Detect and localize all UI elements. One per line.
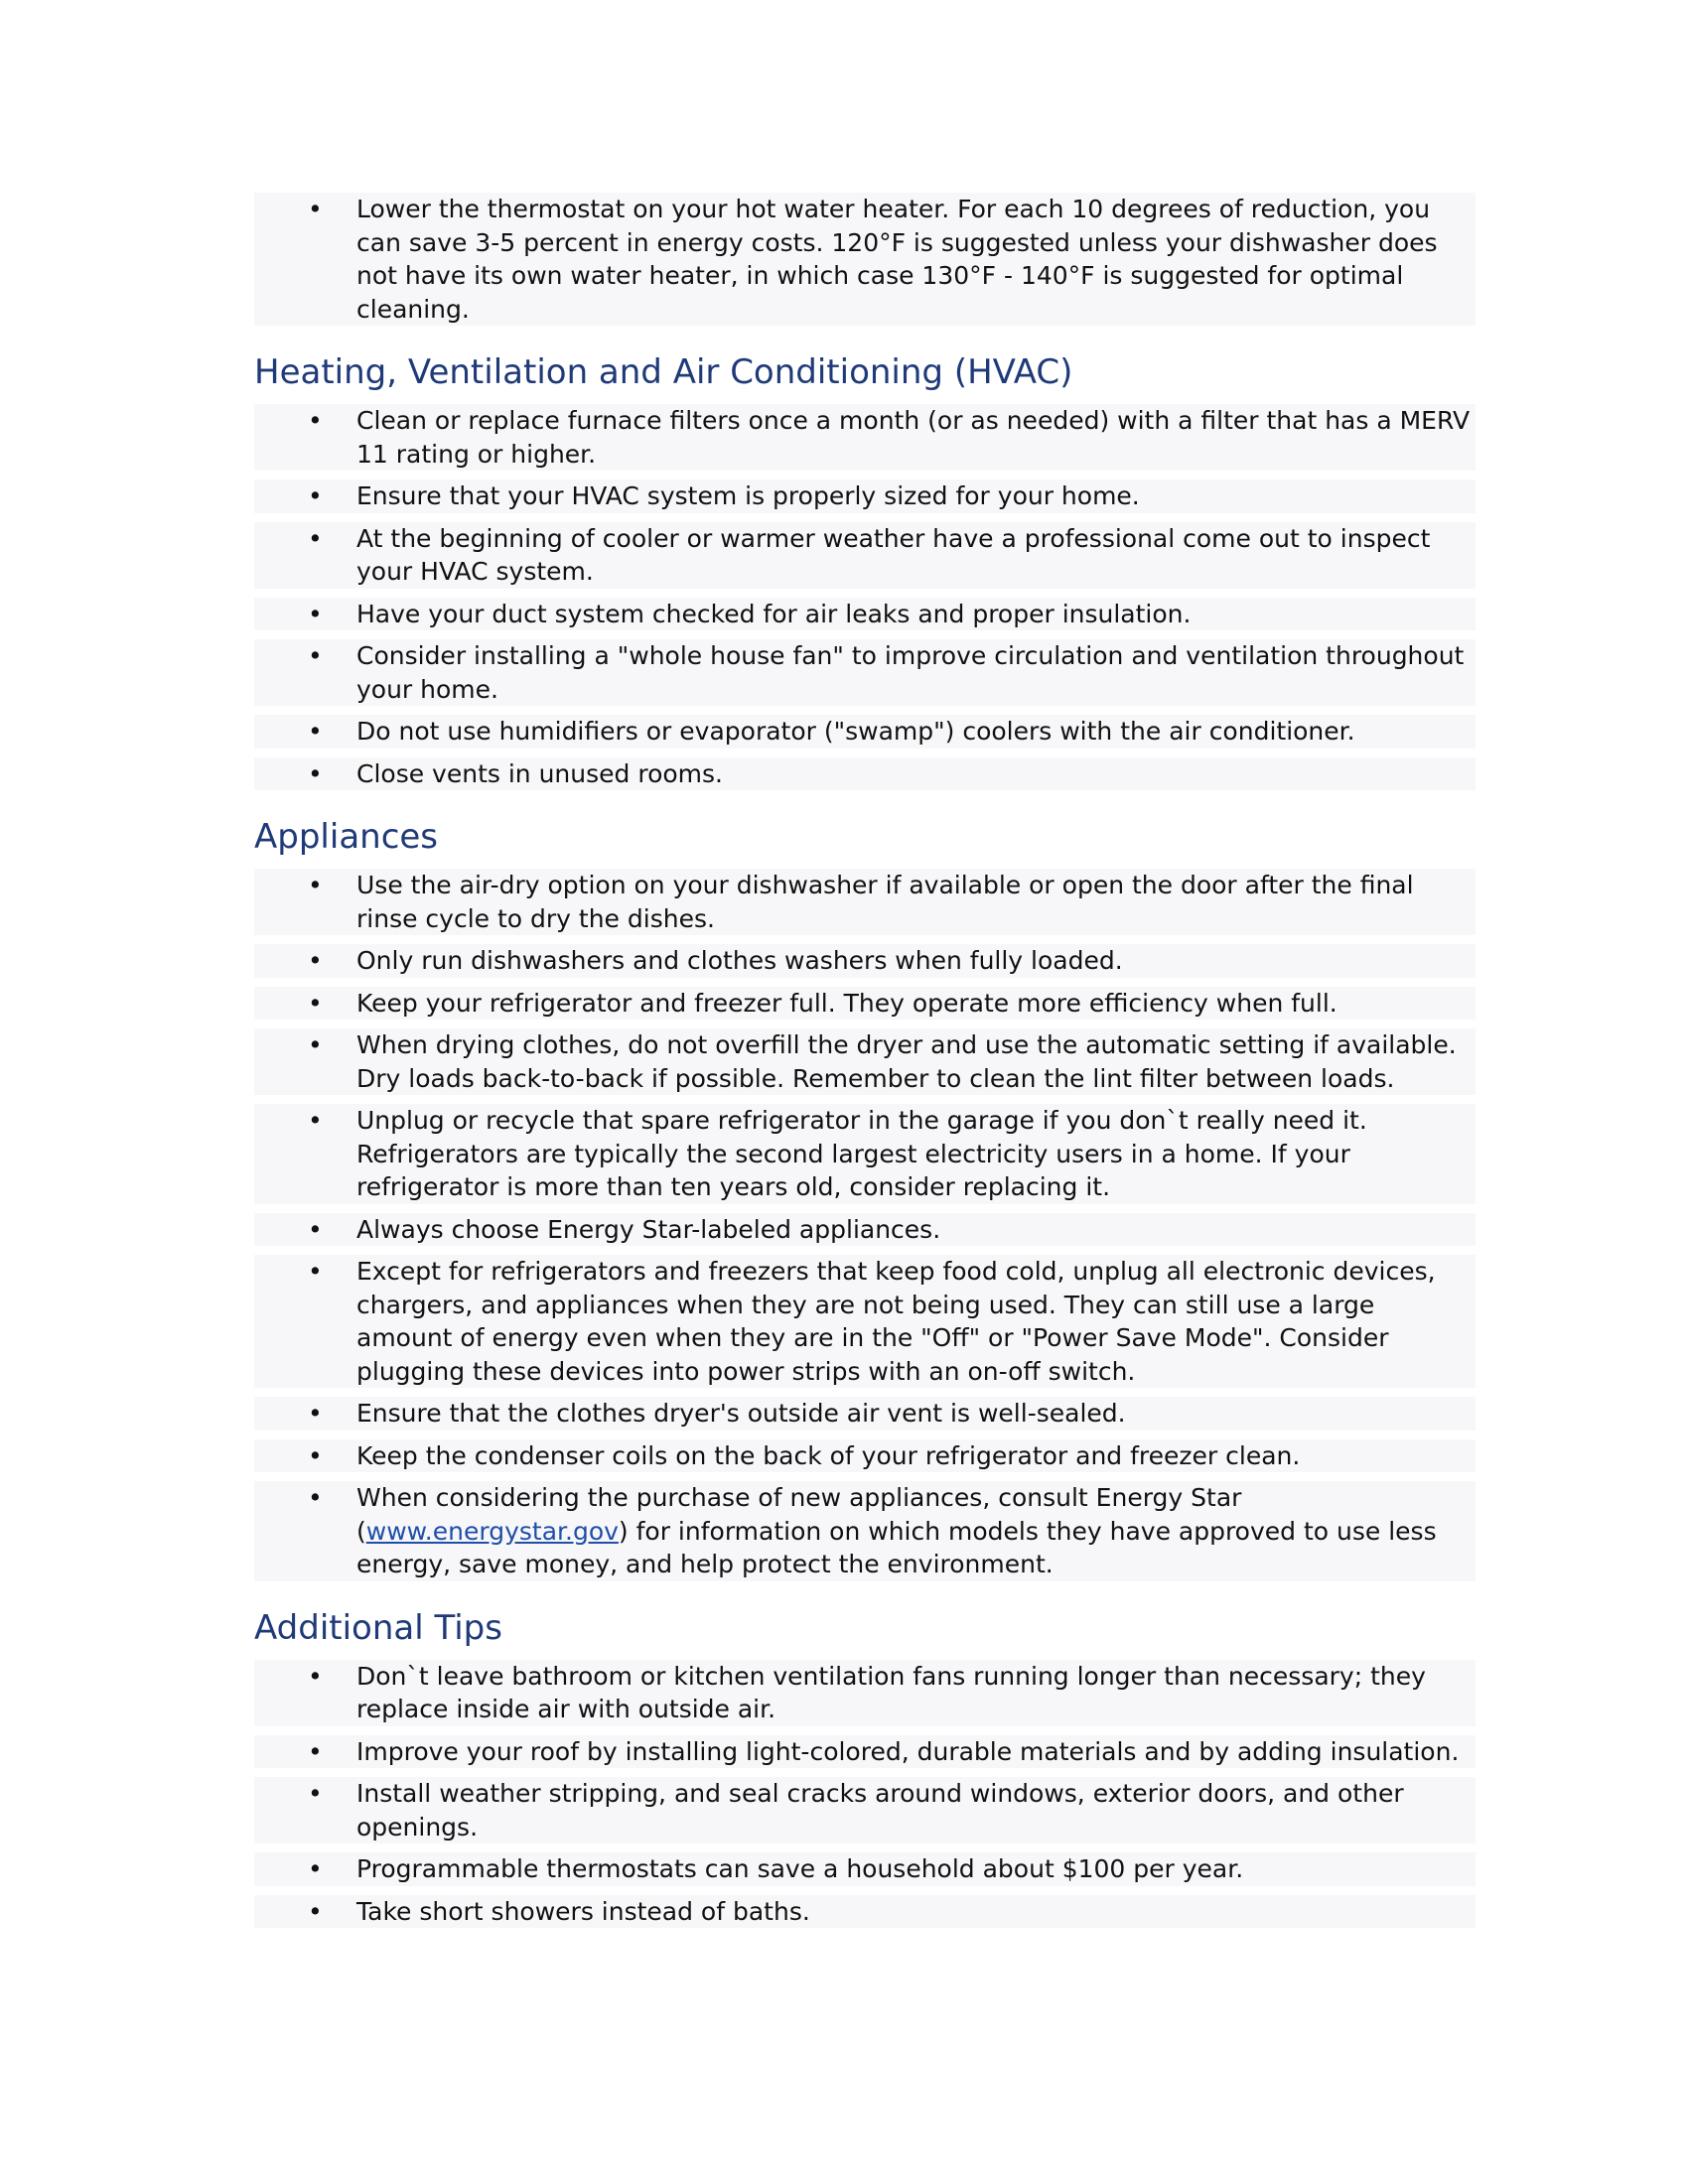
- bullet-icon: •: [308, 599, 323, 628]
- list-item-text: At the beginning of cooler or warmer weather have a professional come out to inspect your HVAC system.: [356, 523, 1431, 586]
- list-item-energy-star: [254, 1481, 1476, 1581]
- bullet-icon: •: [308, 946, 323, 975]
- list-item: [254, 1777, 1476, 1843]
- list-item-text: Lower the thermostat on your hot water heater. For each 10 degrees of reduction, you can save 3-5 percent in energy costs. 120°F is suggested unless your dishwasher does not have its own water heater, in which case 130°F - 140°F is suggested for optimal cleaning.: [356, 195, 1438, 324]
- section-title-hvac: Heating, Ventilation and Air Conditioning (HVAC): [254, 352, 1073, 392]
- list-item: [254, 1660, 1476, 1726]
- bullet-icon: •: [308, 1483, 323, 1512]
- list-item-text: Consider installing a "whole house fan" to improve circulation and ventilation throughout your home.: [356, 641, 1465, 704]
- list-item: [254, 1735, 1476, 1769]
- list-item: [254, 944, 1476, 978]
- list-item: [254, 639, 1476, 706]
- list-item: [254, 1439, 1476, 1473]
- list-item: [254, 869, 1476, 935]
- bullet-icon: •: [308, 1399, 323, 1428]
- list-item-text: Ensure that your HVAC system is properly sized for your home.: [356, 481, 1140, 510]
- bullet-icon: •: [308, 1214, 323, 1244]
- list-item-text: Always choose Energy Star-labeled appliances.: [356, 1214, 941, 1244]
- list-item-text: Improve your roof by installing light-colored, durable materials and by adding insulation.: [356, 1736, 1460, 1766]
- bullet-icon: •: [308, 1030, 323, 1059]
- list-item: [254, 598, 1476, 631]
- bullet-icon: •: [308, 1854, 323, 1883]
- section-title-additional-tips: Additional Tips: [254, 1607, 502, 1648]
- bullet-icon: •: [308, 481, 323, 510]
- bullet-icon: •: [308, 1440, 323, 1470]
- list-item-text: Keep your refrigerator and freezer full. They operate more efficiency when full.: [356, 988, 1337, 1018]
- list-item-text: Install weather stripping, and seal cracks around windows, exterior doors, and other openings.: [356, 1779, 1404, 1842]
- list-item: [254, 757, 1476, 791]
- bullet-icon: •: [308, 1736, 323, 1766]
- energy-star-link[interactable]: www.energystar.gov: [365, 1516, 619, 1546]
- list-item-text: Use the air-dry option on your dishwasher if available or open the door after the final rinse cycle to dry the dishes.: [356, 871, 1414, 933]
- list-item-text: Unplug or recycle that spare refrigerator in the garage if you don`t really need it. Refrigerators are typically the second largest electricity users in a home. If your refrigerator is more than ten years old, consider replacing it.: [356, 1106, 1367, 1201]
- bullet-icon: •: [308, 1896, 323, 1926]
- list-item-text: When drying clothes, do not overfill the dryer and use the automatic setting if available. Dry loads back-to-back if possible. Remember to clean the lint filter between loads.: [356, 1030, 1457, 1093]
- list-item: [254, 1852, 1476, 1886]
- bullet-icon: •: [308, 758, 323, 788]
- bullet-icon: •: [308, 871, 323, 899]
- intro-list: [254, 193, 1476, 326]
- bullet-icon: •: [308, 641, 323, 670]
- bullet-icon: •: [308, 1257, 323, 1286]
- document-content: [254, 193, 1476, 1937]
- bullet-icon: •: [308, 1661, 323, 1691]
- bullet-icon: •: [308, 1779, 323, 1808]
- list-item-text: Have your duct system checked for air leaks and proper insulation.: [356, 599, 1192, 628]
- list-item: [254, 522, 1476, 589]
- list-item: [254, 1213, 1476, 1247]
- list-item: [254, 193, 1476, 326]
- appliances-list: [254, 869, 1476, 1581]
- list-item-text: Do not use humidifiers or evaporator ("swamp") coolers with the air conditioner.: [356, 717, 1355, 746]
- energy-star-text-after: ) for information on which models they have approved to use less energy, save money, and help protect the environment.: [356, 1516, 1437, 1578]
- additional-tips-list: [254, 1660, 1476, 1929]
- list-item: [254, 1397, 1476, 1431]
- list-item-text: [356, 1481, 1476, 1581]
- list-item-text: Ensure that the clothes dryer's outside air vent is well-sealed.: [356, 1399, 1126, 1428]
- list-item: [254, 404, 1476, 471]
- list-item-text: Clean or replace furnace filters once a month (or as needed) with a filter that has a MERV 11 rating or higher.: [356, 406, 1471, 469]
- list-item: [254, 1028, 1476, 1095]
- list-item: [254, 1104, 1476, 1204]
- list-item: [254, 479, 1476, 513]
- list-item-text: Keep the condenser coils on the back of your refrigerator and freezer clean.: [356, 1440, 1301, 1470]
- bullet-icon: •: [308, 195, 323, 223]
- list-item-text: Programmable thermostats can save a household about $100 per year.: [356, 1854, 1244, 1883]
- bullet-icon: •: [308, 988, 323, 1018]
- list-item-text: Close vents in unused rooms.: [356, 758, 723, 788]
- bullet-icon: •: [308, 1106, 323, 1135]
- list-item: [254, 715, 1476, 749]
- bullet-icon: •: [308, 406, 323, 435]
- list-item-text: Don`t leave bathroom or kitchen ventilation fans running longer than necessary; they replace inside air with outside air.: [356, 1661, 1426, 1723]
- hvac-list: [254, 404, 1476, 790]
- bullet-icon: •: [308, 523, 323, 553]
- list-item-text: Only run dishwashers and clothes washers when fully loaded.: [356, 946, 1123, 975]
- list-item: [254, 1895, 1476, 1929]
- energy-star-text-before: When considering the purchase of new appliances, consult Energy Star (: [356, 1483, 1242, 1546]
- list-item: [254, 987, 1476, 1021]
- list-item-text: Take short showers instead of baths.: [356, 1896, 810, 1926]
- list-item-text: Except for refrigerators and freezers that keep food cold, unplug all electronic devices, chargers, and appliances when they are not being used. They can still use a large amount of energy even when they are in the "Off" or "Power Save Mode". Consider plugging these devices into power strips with an on-off switch.: [356, 1257, 1436, 1386]
- bullet-icon: •: [308, 717, 323, 746]
- section-title-appliances: Appliances: [254, 817, 439, 857]
- list-item: [254, 1255, 1476, 1388]
